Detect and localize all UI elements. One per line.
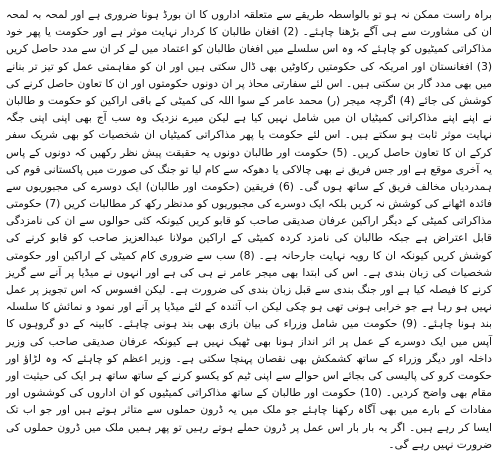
article-body: براہ راست ممکن نہ ہو تو بالواسطہ طریقے سے متعلقہ اداروں کا ان بورڈ ہونا ضروری ہے اور لمحہ بہ لمحہ ان کی مشاورت سے ہی آگے بڑھنا چاہئے۔ (2) افغان طالبان کا کردار نہایت موثر ہے اور حکومت یا پھر خود مذاکراتی کمیٹیوں کو چاہئے کہ وہ اس سلسلے میں افغان طالبان کو اعتماد میں لے کر ان سے مدد حاصل کریں (3) افغانستان اور امریکہ کی حکومتیں رکاوٹیں بھی ڈال سکتی ہیں اور ان کو مفاہمتی عمل کو تیز تر بنانے میں بھی مدد گار بن سکتی ہیں۔ اس لئے سفارتی محاذ پر ان دونوں حکومتوں اور ان کا تعاون حاصل کرنے کی کوشش کی جائے (4) اگرچہ میجر (ر) محمد عامر کے سوا اللہ کی کمیٹی کے باقی اراکین کو حکومت و طالبان نے اپنے اپنے مذاکراتی کمیٹیاں ان میں شامل نہیں کیا ہے لیکن میرے نزدیک وہ سب آج بھی اپنی اپنی جگہ نہایت موثر ثابت ہو سکتے ہیں۔ اس لئے حکومت یا پھر مذاکراتی کمیٹیاں ان شخصیات کو بھی شریک سفر کرکے ان کا تعاون حاصل کریں۔ (5) حکومت اور طالبان دونوں یہ حقیقت پیش نظر رکھیں کہ دونوں کے پاس یہ آخری موقع ہے اور جس فریق نے بھی چالاکی یا دھوکہ سے کام لیا تو جنگ کی صورت میں پاکستانی قوم کی ہمدردیاں مخالف فریق کے ساتھ ہوں گی۔ (6) فریقین (حکومت اور طالبان) ایک دوسرے کی مجبوریوں سے فائدہ اٹھانے کی کوشش نہ کریں بلکہ ایک دوسرے کی مجبوریوں کو مدنظر رکھ کر مطالبات کریں (7) حکومتی مذاکراتی کمیٹی کے دیگر اراکین عرفان صدیقی صاحب کو قابو کریں کیونکہ کئی حوالوں سے ان کی نامزدگی قابل اعتراض ہے جبکہ طالبان کی نامزد کردہ کمیٹی کے اراکین مولانا عبدالعزیز صاحب کو قابو کرنے کی کوشش کریں کیونکہ ان کا رویہ نہایت جارحانہ ہے۔ (8) سب سے ضروری کام کمیٹی کے اراکین اور حکومتی شخصیات کی زبان بندی ہے۔ اس کی ابتدا بھی میجر عامر نے ہی کی ہے اور انہوں نے میڈیا پر آنے سے گریز کرنے کا فیصلہ کیا ہے اور جنگ بندی سے قبل زبان بندی کی ضرورت ہے۔ لیکن افسوس کہ اس تجویز پر عمل نہیں ہو رہا ہے جو خرابی ہونی تھی ہو چکی لیکن اب آئندہ کے لئے میڈیا پر آنے اور نمود و نمائش کا سلسلہ بند ہونا چاہئے۔ (9) حکومت میں شامل وزراء کی بیان بازی بھی بند ہونی چاہئے۔ کابینہ کے دو گروہوں کا آپس میں ایک دوسرے کے عمل پر اثر انداز ہونا بھی ٹھیک نہیں ہے کیونکہ عرفان صدیقی صاحب کی وزیر داخلہ اور دیگر وزراء کے ساتھ کشمکش بھی نقصان پہنچا سکتی ہے۔ وزیر اعظم کو چاہئے کہ وہ لڑاؤ اور حکومت کرو کی پالیسی کی بجائے اس حوالے سے اپنی ٹیم کو یکسو کرنے کے ساتھ ساتھ ہر ایک کی حیثیت اور مقام بھی واضح کردیں۔ (10) حکومت اور طالبان کے ساتھ مذاکراتی کمیٹیوں کو ان اداروں کی کوششوں اور مفادات کے بارے میں بھی آگاہ رکھنا چاہئے جو ملک میں یہ ڈرون حملوں سے متاثر ہوتے ہیں اور جو اب تک ایسا کر رہے ہیں۔ اگر یہ بار بار اس عمل پر ڈرون حملے ہوتے رہیں تو پھر ہمیں ملک میں ڈرون حملوں کی ضرورت نہیں رہے گی۔	[6, 8, 493, 451]
